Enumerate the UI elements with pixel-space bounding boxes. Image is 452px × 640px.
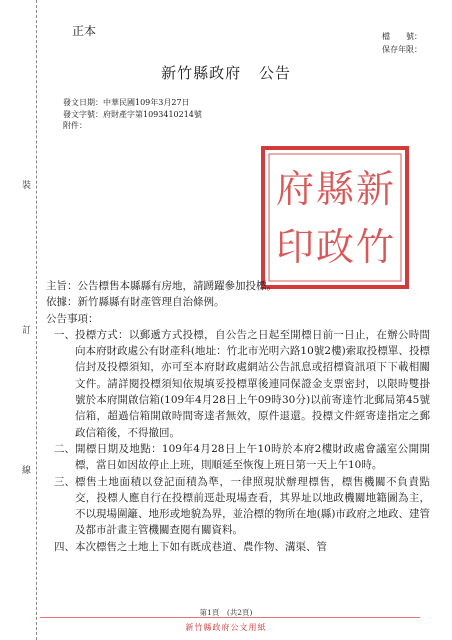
seal-glyph-5: 府 — [275, 167, 315, 211]
title-org: 新竹縣政府 — [161, 64, 242, 82]
footer-rule — [40, 617, 420, 618]
title-type: 公告 — [258, 64, 291, 82]
item-number: 三、 — [54, 475, 75, 488]
file-no-label: 檔 號： — [382, 32, 422, 41]
item-text: 投標方式：以郵遞方式投標，自公告之日起至開標日前一日止，在辦公時間向本府財政處公有財產科(地址：竹北市光明六路10號2樓)索取投標單、投標信封及投標須知，亦可至本府財政處網站公告訊息或招標資訊項下下載相關文件。請詳閱投標須知依規填妥投標單後連同保證金支票密封，以限時雙掛號於本府開啟信箱(109年4月28日上午09時30分)以前寄達竹北郵局第45號信箱，超過信箱開啟時間寄達者無效，原件退還。投標文件經寄達指定之郵政信箱後，不得撤回。 — [75, 328, 430, 439]
basis-label: 依據： — [46, 296, 78, 309]
item-number: 一、 — [54, 328, 75, 341]
seal-glyph-6: 印 — [275, 225, 315, 269]
document-title — [0, 62, 452, 83]
basis-text: 新竹縣縣有財產管理自治條例。 — [77, 296, 225, 309]
seal-glyph-3: 縣 — [315, 167, 355, 211]
subject-label: 主旨： — [46, 280, 78, 292]
issue-date: 發文日期：中華民國109年3月27日 — [63, 98, 190, 107]
binding-line — [36, 0, 37, 640]
page-number: 第1頁 (共2頁) — [199, 608, 253, 617]
item-text: 開標日期及地點：109年4月28日上午10時於本府2樓財政處會議室公開開標，當日如因故停止上班，則順延至恢復上班日第一天上午10時。 — [75, 442, 430, 472]
items-label: 公告事項： — [46, 312, 99, 325]
item-number: 二、 — [54, 442, 75, 455]
seal-glyph-1: 新 — [355, 167, 395, 211]
issue-no: 發文字號：府財產字第1093410214號 — [63, 109, 202, 119]
retention-label: 保存年限： — [382, 45, 422, 54]
item-text: 本次標售之土地上下如有既成巷道、農作物、溝渠、管 — [75, 540, 327, 553]
binding-mark-zhuang: 裝 — [22, 181, 32, 191]
binding-mark-ding: 訂 — [22, 326, 32, 336]
seal-glyph-2: 竹 — [355, 225, 395, 269]
announcement-item — [54, 539, 430, 555]
subject-row — [46, 278, 430, 294]
item-number: 四、 — [54, 540, 75, 553]
copy-label: 正本 — [72, 24, 97, 38]
document-body — [46, 278, 430, 555]
attachment: 附件： — [63, 121, 87, 130]
announcement-item — [54, 441, 430, 474]
basis-row — [46, 294, 430, 310]
item-text: 標售土地面積以登記面積為準，一律照現狀辦理標售，標售機關不負責點交，投標人應自行在投標前逕赴現場查看，其界址以地政機關地籍圖為主，不以現場圍籬、地形或地貌為界，並洽標的物所在地(縣)市政府之地政、建管及都市計畫主管機關查閱有關資料。 — [75, 475, 430, 537]
announcement-item — [54, 474, 430, 539]
seal-glyph-4: 政 — [315, 225, 355, 269]
subject-text: 公告標售本縣縣有房地，請踴躍參加投標。 — [77, 280, 277, 292]
binding-mark-xian: 線 — [22, 466, 32, 476]
issue-info — [63, 97, 202, 132]
announcement-item — [54, 327, 430, 441]
file-meta — [382, 30, 422, 56]
footer-org: 新竹縣政府公文用紙 — [185, 623, 267, 632]
official-seal-stamp — [255, 140, 415, 295]
